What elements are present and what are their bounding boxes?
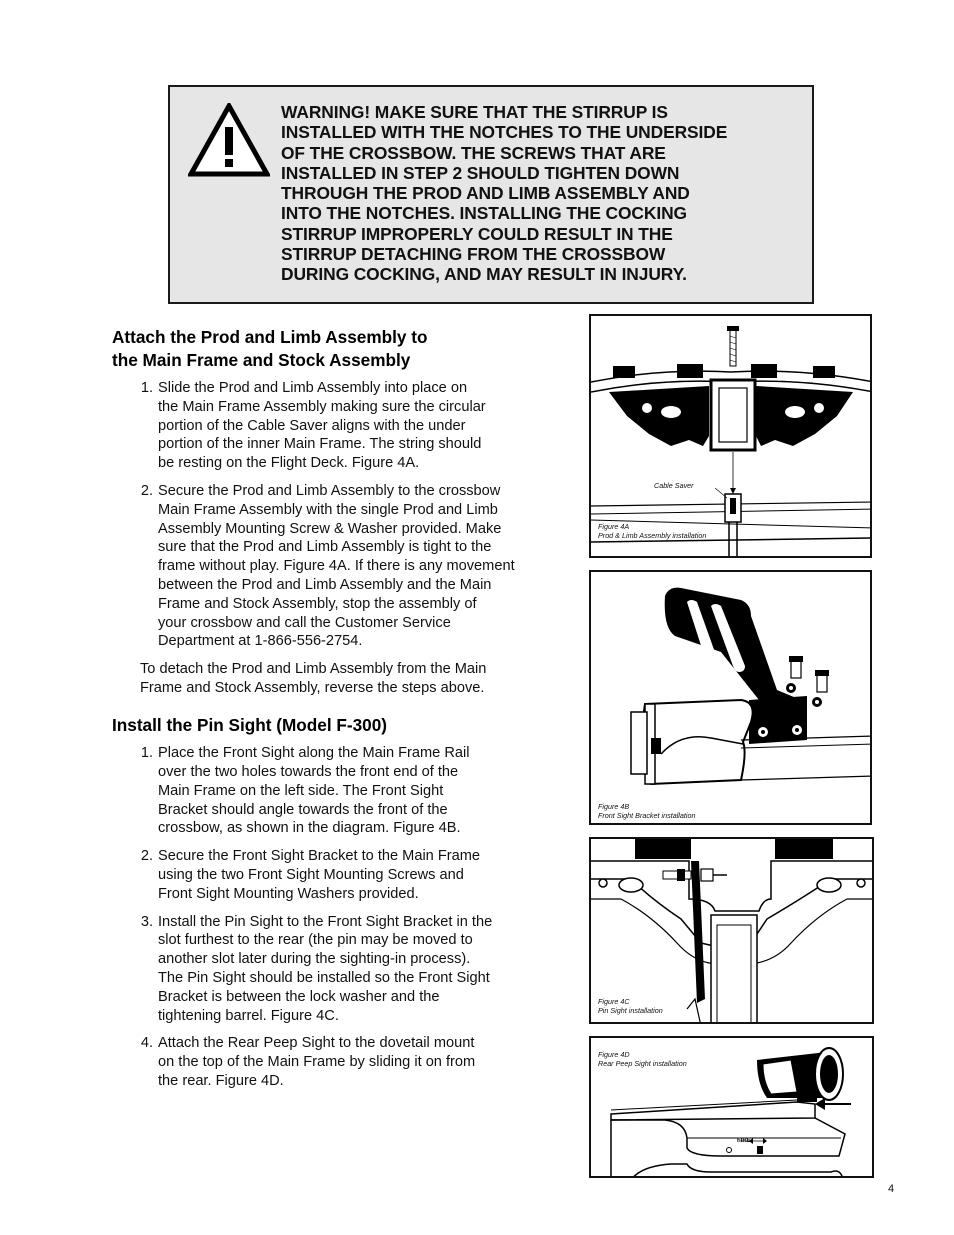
- warning-line: THROUGH THE PROD AND LIMB ASSEMBLY AND: [281, 183, 690, 204]
- figure-label: Figure 4D: [598, 1050, 630, 1059]
- figure-description: Front Sight Bracket installation: [598, 811, 696, 820]
- note-line: Frame and Stock Assembly, reverse the steps above.: [140, 679, 485, 696]
- detach-note: [112, 660, 552, 698]
- step-line: Install the Pin Sight to the Front Sight Bracket in the: [158, 913, 493, 930]
- figure-4a: [589, 314, 872, 558]
- step-line: slot furthest to the rear (the pin may be moved to: [158, 932, 473, 949]
- step-number: 4.: [140, 1035, 153, 1052]
- warning-line: STIRRUP DETACHING FROM THE CROSSBOW: [281, 244, 666, 265]
- step-line: another slot later during the sighting-in process).: [158, 951, 471, 968]
- warning-line: INSTALLED IN STEP 2 SHOULD TIGHTEN DOWN: [281, 162, 680, 183]
- title-line: Attach the Prod and Limb Assembly to: [112, 327, 428, 347]
- figure-description: Rear Peep Sight installation: [598, 1059, 687, 1068]
- front-sight-bracket-illustration: [591, 572, 872, 825]
- step-line: over the two holes towards the front end of the: [158, 764, 459, 781]
- step-text: [158, 482, 552, 651]
- page-number: 4: [888, 1183, 895, 1195]
- figure-caption: [598, 802, 695, 820]
- step-item: [112, 379, 552, 473]
- warning-triangle-icon: [188, 103, 270, 177]
- step-item: [112, 913, 552, 1026]
- warning-line: WARNING! MAKE SURE THAT THE STIRRUP IS: [281, 102, 668, 122]
- title-line: Install the Pin Sight (Model F-300): [112, 714, 388, 735]
- section-title-prod-limb: [112, 326, 552, 371]
- step-line: Attach the Rear Peep Sight to the dovetail mount: [158, 1035, 475, 1052]
- step-line: the Main Frame Assembly making sure the circular: [158, 398, 486, 415]
- warning-line: STIRRUP IMPROPERLY COULD RESULT IN THE: [281, 223, 673, 244]
- step-line: Slide the Prod and Limb Assembly into place on: [158, 380, 468, 396]
- figure-label: Figure 4B: [598, 802, 630, 811]
- step-line: The Pin Sight should be installed so the Front Sight: [158, 970, 490, 987]
- figure-caption: [598, 997, 663, 1015]
- step-text: [158, 1034, 552, 1090]
- step-line: between the Prod and Limb Assembly and the Main: [158, 576, 492, 593]
- step-line: portion of the Cable Saver aligns with the under: [158, 417, 466, 434]
- figure-4b: [589, 570, 872, 825]
- step-item: [112, 744, 552, 838]
- step-line: Place the Front Sight along the Main Frame Rail: [158, 745, 470, 762]
- step-number: 2.: [140, 482, 153, 499]
- warning-line: OF THE CROSSBOW. THE SCREWS THAT ARE: [281, 142, 666, 163]
- step-text: [158, 847, 552, 903]
- warning-line: INTO THE NOTCHES. INSTALLING THE COCKING: [281, 203, 687, 224]
- figure-label: Figure 4A: [598, 522, 630, 531]
- warning-text: [281, 102, 796, 285]
- step-line: Assembly Mounting Screw & Washer provided. Make: [158, 520, 502, 537]
- figure-description: Pin Sight installation: [598, 1006, 663, 1015]
- step-line: portion of the inner Main Frame. The string should: [158, 436, 482, 453]
- step-number: 1.: [140, 380, 153, 396]
- step-number: 2.: [140, 848, 153, 865]
- step-line: Main Frame Assembly with the single Prod and Limb: [158, 501, 498, 518]
- step-line: crossbow, as shown in the diagram. Figure 4B.: [158, 820, 461, 837]
- step-text: [158, 379, 552, 473]
- step-line: sure that the Prod and Limb Assembly is tight to the: [158, 539, 492, 556]
- figure-caption: [598, 522, 706, 540]
- warning-box: [168, 85, 814, 304]
- step-line: Department at 1-866-556-2754.: [158, 633, 363, 650]
- step-line: Front Sight Mounting Washers provided.: [158, 885, 419, 902]
- cable-saver-callout: Cable Saver: [654, 481, 694, 490]
- step-line: Main Frame on the left side. The Front Sight: [158, 782, 444, 799]
- section-title-pin-sight: [112, 714, 552, 737]
- step-line: Frame and Stock Assembly, stop the assembly of: [158, 595, 477, 612]
- step-line: be resting on the Flight Deck. Figure 4A.: [158, 455, 420, 472]
- step-line: frame without play. Figure 4A. If there is any movement: [158, 558, 515, 575]
- figure-description: Prod & Limb Assembly installation: [598, 531, 707, 540]
- warning-line: INSTALLED WITH THE NOTCHES TO THE UNDERSIDE: [281, 122, 728, 143]
- step-line: the rear. Figure 4D.: [158, 1073, 284, 1089]
- pin-sight-steps: [112, 744, 552, 1091]
- step-number: 1.: [140, 745, 153, 762]
- step-line: on the top of the Main Frame by sliding it on from: [158, 1054, 476, 1071]
- step-item: [112, 482, 552, 651]
- step-line: your crossbow and call the Customer Service: [158, 614, 451, 631]
- note-line: To detach the Prod and Limb Assembly from the Main: [140, 661, 487, 678]
- instructions-column: [112, 326, 552, 1100]
- step-text: [158, 913, 552, 1026]
- step-line: Secure the Front Sight Bracket to the Main Frame: [158, 848, 481, 865]
- step-item: [112, 1034, 552, 1090]
- figure-caption: [598, 1050, 687, 1068]
- step-item: [112, 847, 552, 903]
- warning-line: DURING COCKING, AND MAY RESULT IN INJURY.: [281, 264, 687, 285]
- figure-4d: [589, 1036, 874, 1178]
- step-line: tightening barrel. Figure 4C.: [158, 1007, 339, 1024]
- step-line: Bracket is between the lock washer and the: [158, 988, 440, 1005]
- step-text: [158, 744, 552, 838]
- prod-limb-steps: [112, 379, 552, 651]
- step-line: using the two Front Sight Mounting Screws and: [158, 867, 464, 884]
- figure-label: Figure 4C: [598, 997, 630, 1006]
- fire-safety-label: FIRE: [737, 1138, 751, 1144]
- figure-4c: [589, 837, 874, 1024]
- title-line: the Main Frame and Stock Assembly: [112, 349, 411, 370]
- step-line: Secure the Prod and Limb Assembly to the crossbow: [158, 482, 501, 499]
- step-line: Bracket should angle towards the front of the: [158, 801, 448, 818]
- step-number: 3.: [140, 913, 153, 930]
